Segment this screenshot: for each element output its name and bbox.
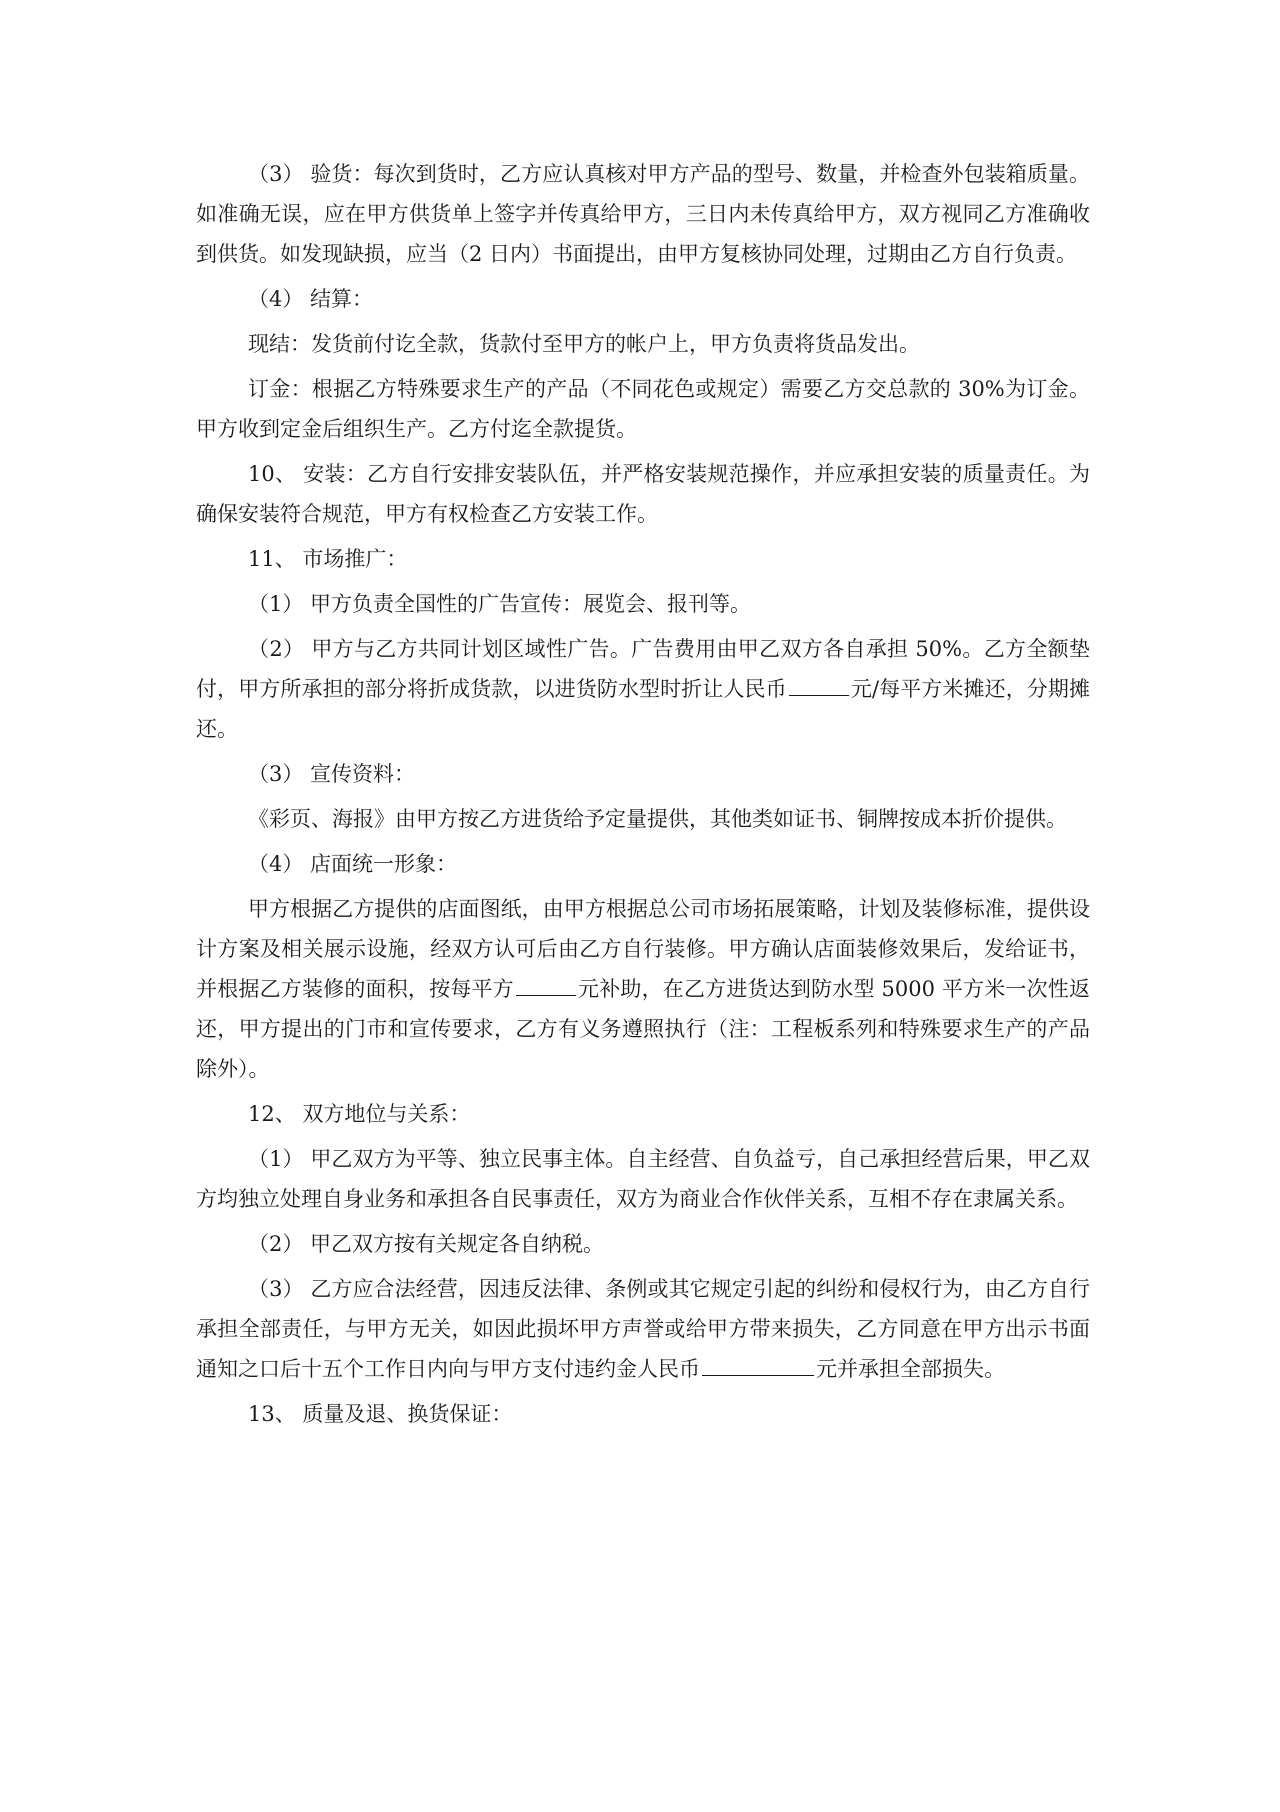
store-image-text-before: 甲方根据乙方提供的店面图纸，由甲方根据总公司市场拓展策略，计划及装修标准，提供设计方案及相关展示设施，经双方认可后由乙方自行装修。甲方确认店面装修效果后，发给证书，并根据乙方装修的面积，按每平方 — [196, 897, 1090, 1001]
store-image-text-after: 元补助，在乙方进货达到防水型 5000 平方米一次性返还，甲方提出的门市和宣传要求，乙方有义务遵照执行（注：工程板系列和特殊要求生产的产品除外）。 — [196, 977, 1090, 1081]
clause-taxation: （2） 甲乙双方按有关规定各自纳税。 — [248, 1232, 605, 1256]
clause-regional-advertising — [196, 629, 1090, 749]
clause-store-image — [196, 889, 1090, 1089]
clause-inspection: （3） 验货：每次到货时，乙方应认真核对甲方产品的型号、数量，并检查外包装箱质量。如准确无误，应在甲方供货单上签字并传真给甲方，三日内未传真给甲方，双方视同乙方准确收到供货。如发现缺损，应当（2 日内）书面提出，由甲方复核协同处理，过期由乙方自行负责。 — [196, 162, 1090, 266]
legal-operation-text-before: （3） 乙方应合法经营，因违反法律、条例或其它规定引起的纠纷和侵权行为，由乙方自行承担全部责任，与甲方无关，如因此损坏甲方声誉或给甲方带来损失，乙方同意在甲方出示书面通知之口后十五个工作日内向与甲方支付违约金人民币 — [196, 1277, 1090, 1381]
discount-amount-blank — [789, 671, 849, 696]
clause-store-image-heading: （4） 店面统一形象： — [248, 852, 458, 876]
clause-promotional-materials-heading: （3） 宣传资料： — [248, 762, 416, 786]
clause-independent-parties: （1） 甲乙双方为平等、独立民事主体。自主经营、自负益亏，自己承担经营后果，甲乙双方均独立处理自身业务和承担各自民事责任，双方为商业合作伙伴关系，互相不存在隶属关系。 — [196, 1147, 1090, 1211]
document-body — [196, 154, 1090, 1439]
clause-national-advertising: （1） 甲方负责全国性的广告宣传：展览会、报刊等。 — [248, 592, 752, 616]
legal-operation-text-after: 元并承担全部损失。 — [816, 1357, 1005, 1381]
section-party-relationship: 12、 双方地位与关系： — [248, 1102, 471, 1126]
regional-advertising-text-before: （2） 甲方与乙方共同计划区域性广告。广告费用由甲乙双方各自承担 50%。乙方全额垫付，甲方所承担的部分将折成货款，以进货防水型时折让人民币 — [196, 637, 1090, 701]
clause-installation: 10、 安装：乙方自行安排安装队伍，并严格安装规范操作，并应承担安装的质量责任。为确保安装符合规范，甲方有权检查乙方安装工作。 — [196, 462, 1090, 526]
clause-legal-operation — [196, 1269, 1090, 1389]
regional-advertising-text-after: 元/每平方米摊还，分期摊还。 — [196, 677, 1091, 741]
penalty-amount-blank — [702, 1351, 814, 1376]
subsidy-amount-blank — [516, 971, 576, 996]
clause-cash-settlement: 现结：发货前付讫全款，货款付至甲方的帐户上，甲方负责将货品发出。 — [248, 332, 920, 356]
clause-settlement-heading: （4） 结算： — [248, 287, 374, 311]
clause-promotional-materials: 《彩页、海报》由甲方按乙方进货给予定量提供，其他类如证书、铜牌按成本折价提供。 — [248, 807, 1067, 831]
section-quality-return: 13、 质量及退、换货保证： — [248, 1402, 513, 1426]
section-market-promotion: 11、 市场推广： — [248, 547, 408, 571]
clause-deposit: 订金：根据乙方特殊要求生产的产品（不同花色或规定）需要乙方交总款的 30%为订金。甲方收到定金后组织生产。乙方付迄全款提货。 — [196, 377, 1090, 441]
